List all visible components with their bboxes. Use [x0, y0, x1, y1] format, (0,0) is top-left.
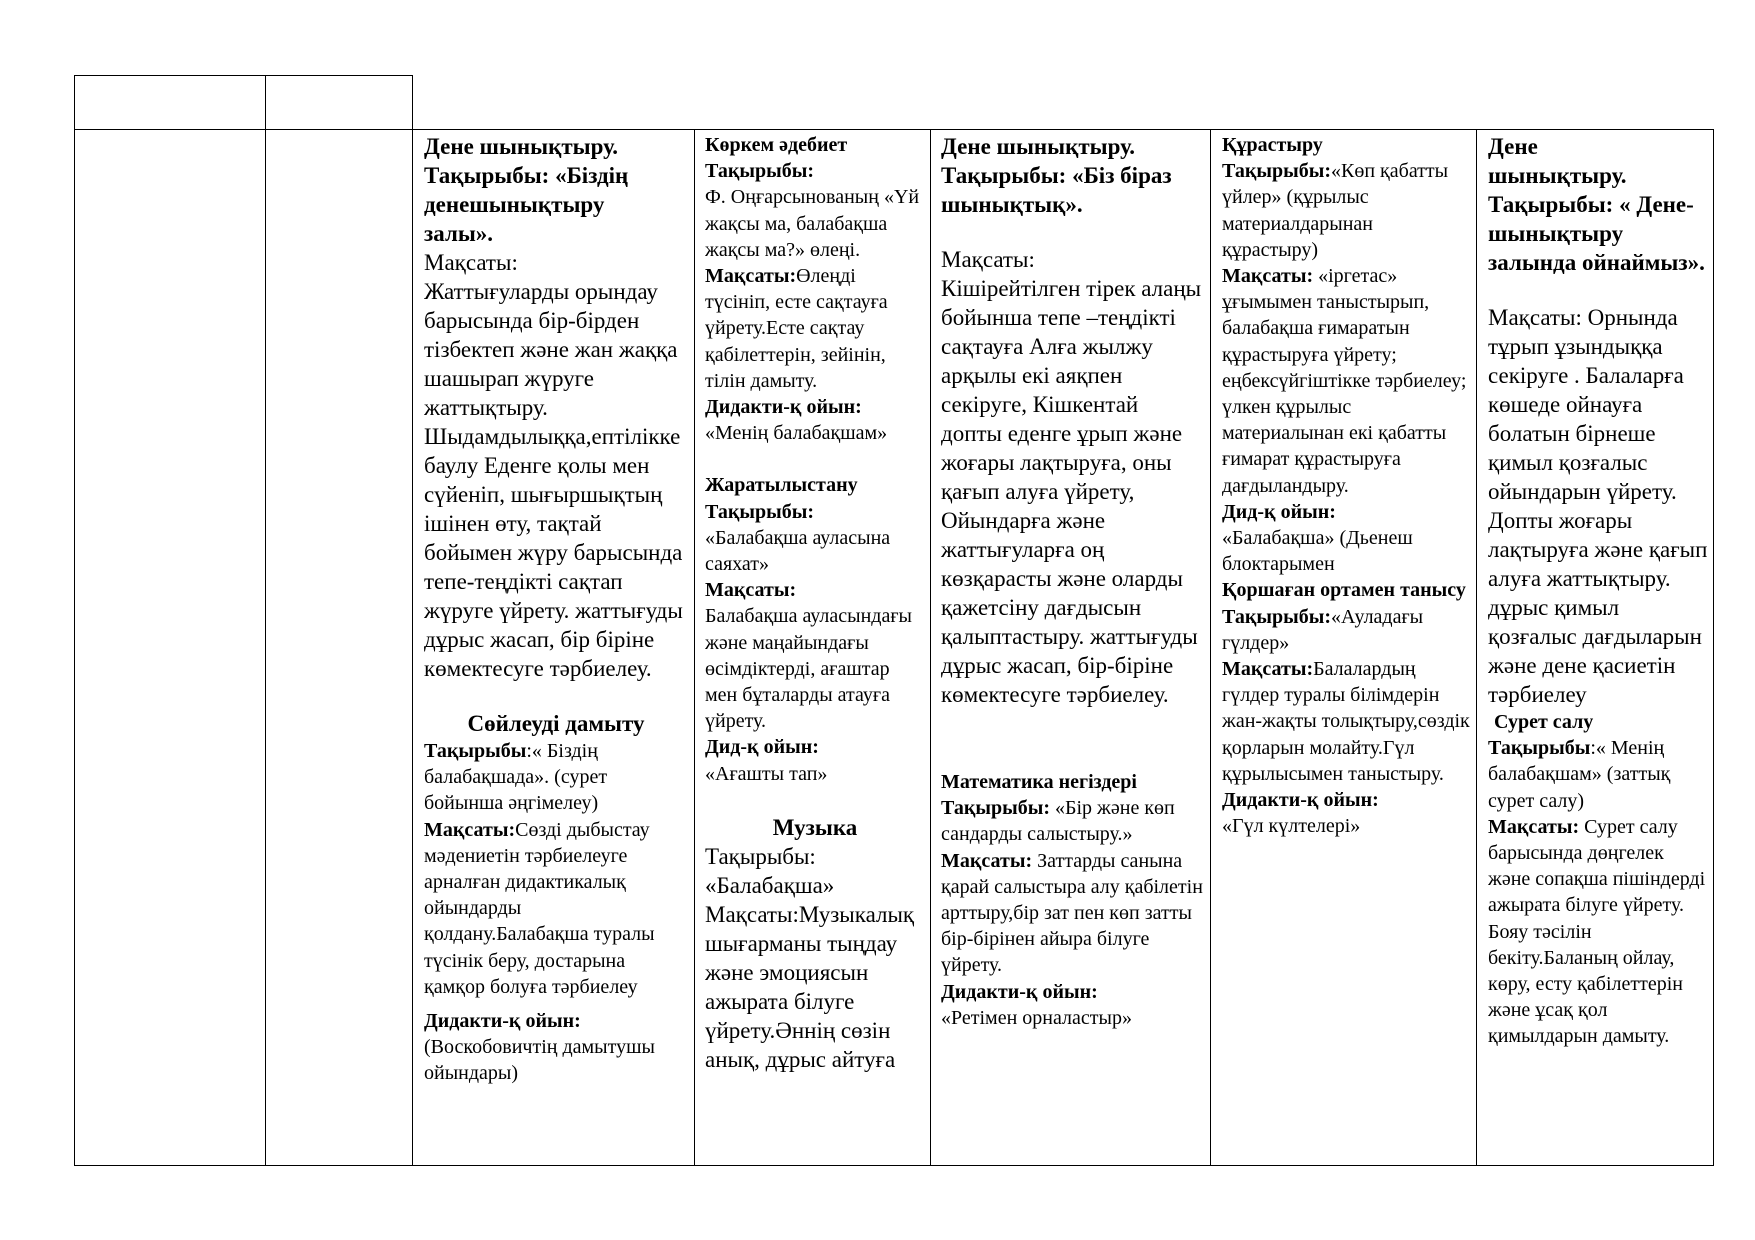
pe3-goal-text: Мақсаты: Орнында тұрып ұзындыққа секіруге . Балаларға көшеде ойнауға болатын бірнеше қимыл қозғалыс ойындарын үйрету. Допты жоғары лақтыруға және қағып алуға жаттықтыру. дұрыс қимыл қозғалыс дағдыларын және дене қасиетін тәрбиелеу: [1488, 305, 1708, 707]
nature-goal-label: Мақсаты:: [705, 579, 797, 602]
build-topic-text: «Көп қабатты үйлер» (құрылыс материалдарынан құрастыру): [1222, 160, 1449, 261]
nature-game-text: «Ағашты тап»: [705, 762, 828, 785]
speech-game-label: Дидакти-қ ойын:: [424, 1010, 581, 1033]
music-goal-text: Музыкалық шығарманы тыңдау және эмоциясын ажырата білуге үйрету.Әннің сөзін анық, дұрыс айтуға: [705, 901, 915, 1072]
pe2-goal-text: Кішірейтілген тірек алаңы бойынша тепе –теңдікті сақтауға Алға жылжу арқылы екі аяқпен секіруге, Кішкентай допты еденге ұрып және жоғары лақтыруға, оны қағып алуға үйрету, Ойындарға және жаттығуларға оң көзқарасты және оларды қажетсіну дағдысын қалыптастыру. жаттығуды дұрыс жасап, бір-біріне көмектесуге тәрбиелеу.: [941, 276, 1202, 707]
art-heading: Сурет салу: [1494, 711, 1594, 733]
art-topic-label: Тақырыбы: [1488, 737, 1591, 760]
music-topic-text: «Балабақша»: [705, 872, 835, 898]
build-goal-label: Мақсаты:: [1222, 265, 1314, 288]
music-goal-label: Мақсаты:: [705, 901, 799, 927]
pe2-goal-label: Мақсаты:: [941, 247, 1035, 272]
pe-topic-line: Тақырыбы: «Біздің: [424, 163, 629, 188]
pe-goal-label: Мақсаты:: [424, 250, 518, 275]
nature-heading: Жаратылыстану: [705, 474, 858, 497]
build-topic-label: Тақырыбы:: [1222, 160, 1331, 183]
literature-game-text: «Менің балабақшам»: [705, 422, 888, 445]
literature-goal-text: Өлеңді түсініп, есте сақтауға үйрету.Есте сақтау қабілеттерін, зейінін, тілін дамыту.: [705, 265, 888, 392]
speech-game-text: (Воскобовичтің дамытушы ойындары): [424, 1036, 655, 1085]
column-tuesday: [705, 132, 925, 1164]
math-topic-label: Тақырыбы:: [941, 797, 1050, 820]
table-border-right: [1713, 129, 1714, 1166]
env-topic-text: «Ауладағы гүлдер»: [1222, 605, 1424, 654]
nature-topic-text: «Балабақша ауласына саяхат»: [705, 526, 891, 576]
music-heading: Музыка: [772, 814, 858, 840]
table-divider-2: [412, 75, 413, 1166]
nature-game-label: Дид-қ ойын:: [705, 736, 819, 759]
speech-goal-label: Мақсаты:: [424, 818, 516, 841]
pe3-title: шынықтыру.: [1488, 163, 1627, 188]
env-topic-label: Тақырыбы:: [1222, 605, 1331, 628]
build-goal-text: «іргетас» ұғымымен таныстырып, балабақша ғимаратын құрастыруға үйрету; еңбексүйгіштікке тәрбиелеу; үлкен құрылыс материалынан екі қабатты ғимарат құрастыруға дағдыландыру.: [1222, 265, 1467, 497]
art-topic-text: :« Менің балабақшам» (заттық сурет салу): [1488, 737, 1671, 812]
pe-title: Дене шынықтыру.: [424, 134, 619, 159]
speech-topic-text: :« Біздің балабақшада». (сурет бойынша әңгімелеу): [424, 740, 608, 815]
math-goal-label: Мақсаты:: [941, 849, 1033, 872]
table-border-left: [74, 75, 75, 1166]
math-goal-text: Заттарды санына қарай салыстыра алу қабілетін арттыру,бір зат пен көп затты бір-бірінен айыра білуге үйрету.: [941, 849, 1203, 977]
table-divider-5: [1210, 129, 1211, 1166]
literature-heading: Көркем әдебиет: [705, 134, 848, 156]
column-wednesday: [941, 132, 1204, 1164]
column-thursday: [1222, 132, 1472, 1164]
pe-topic-line: денешынықтыру: [424, 192, 605, 217]
music-topic-label: Тақырыбы:: [705, 843, 816, 869]
table-border-header: [74, 129, 1714, 130]
pe2-title: Дене шынықтыру.: [941, 134, 1136, 159]
pe-topic-line: залы».: [424, 221, 494, 246]
table-divider-4: [930, 129, 931, 1166]
env-heading: Қоршаған ортамен танысу: [1222, 579, 1466, 602]
pe3-title: Дене: [1488, 134, 1538, 159]
env-goal-label: Мақсаты:: [1222, 658, 1314, 681]
pe3-topic: Тақырыбы: « Дене-шынықтыру залында ойнаймыз».: [1488, 192, 1705, 275]
pe-goal-text: Жаттығуларды орындау барысында бір-бірден тізбектеп және жан жаққа шашырап жүруге жаттықтыру. Шыдамдылыққа,ептілікке баулу Еденге қолы мен сүйеніп, шығыршықтың ішінен өту, тақтай бойымен жүру барысында тепе-теңдікті сақтап жүруге үйрету. жаттығуды дұрыс жасап, бір біріне көмектесуге тәрбиелеу.: [424, 279, 683, 681]
literature-topic-text: Ф. Оңғарсынованың «Үй жақсы ма, балабақша жақсы ма?» өлеңі.: [705, 186, 920, 261]
table-border-bottom: [74, 1165, 1714, 1166]
build-heading: Құрастыру: [1222, 134, 1323, 156]
art-goal-text: Сурет салу барысында дөңгелек және сопақша пішіндерді ажырата білуге үйрету. Бояу тәсілін бекіту.Баланың ойлау, көру, есту қабілеттерін және ұсақ қол қимылдарын дамыту.: [1488, 815, 1706, 1048]
table-border-top-small: [74, 75, 413, 76]
speech-heading: Сөйлеуді дамыту: [467, 711, 645, 736]
literature-topic-label: Тақырыбы:: [705, 160, 814, 183]
math-game-text: «Ретімен орналастыр»: [941, 1006, 1132, 1029]
math-heading: Математика негіздері: [941, 771, 1137, 793]
art-goal-label: Мақсаты:: [1488, 815, 1580, 838]
column-monday: [424, 132, 688, 1164]
speech-topic-label: Тақырыбы: [424, 740, 527, 762]
env-game-text: «Гүл күлтелері»: [1222, 815, 1361, 838]
build-game-text: «Балабақша» (Дьенеш блоктарымен: [1222, 527, 1413, 576]
speech-goal-text: Сөзді дыбыстау мәдениетін тәрбиелеуге арналған дидактикалық ойындарды қолдану.Балабақша туралы түсінік беру, достарына қамқор болуға тәрбиелеу: [424, 818, 655, 998]
nature-topic-label: Тақырыбы:: [705, 500, 814, 523]
nature-goal-text: Балабақша ауласындағы және маңайындағы өсімдіктерді, ағаштар мен бұталарды атауға үйрету.: [705, 605, 912, 733]
math-game-label: Дидакти-қ ойын:: [941, 980, 1098, 1003]
pe2-topic: Тақырыбы: «Біз біраз шынықтық».: [941, 163, 1172, 217]
env-goal-text: Балалардың гүлдер туралы білімдерін жан-жақты толықтыру,сөздік қорларын молайту.Гүл құрылысымен таныстыру.: [1222, 658, 1470, 785]
build-game-label: Дид-қ ойын:: [1222, 500, 1336, 523]
table-divider-3: [694, 129, 695, 1166]
literature-goal-label: Мақсаты:: [705, 265, 797, 288]
env-game-label: Дидакти-қ ойын:: [1222, 789, 1379, 812]
table-divider-6: [1476, 129, 1477, 1166]
column-friday: [1488, 132, 1709, 1164]
table-divider-1: [265, 75, 266, 1166]
literature-game-label: Дидакти-қ ойын:: [705, 396, 862, 419]
math-topic-text: «Бір және көп сандарды салыстыру.»: [941, 797, 1175, 846]
